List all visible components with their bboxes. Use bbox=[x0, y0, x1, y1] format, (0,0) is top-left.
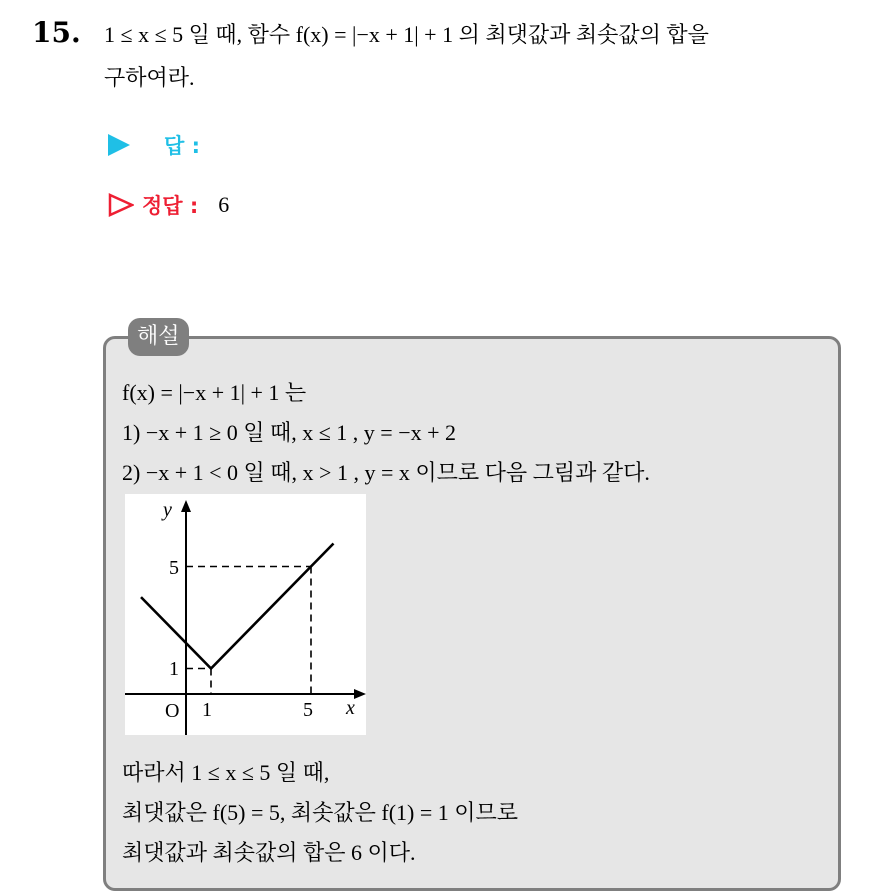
y-tick-label-1: 1 bbox=[169, 658, 179, 680]
question-text-line-2: 구하여라. bbox=[104, 65, 195, 90]
y-tick-label-5: 5 bbox=[169, 557, 179, 579]
answer-row bbox=[108, 130, 200, 160]
solution-line-4: 따라서 1 ≤ x ≤ 5 일 때, bbox=[122, 760, 330, 785]
question-number: 15. bbox=[32, 16, 81, 49]
x-axis-arrow-icon bbox=[354, 689, 366, 699]
correct-answer-label: 정답 : bbox=[142, 194, 199, 218]
y-axis-arrow-icon bbox=[181, 500, 191, 512]
origin-label: O bbox=[165, 700, 180, 722]
x-tick-label-1: 1 bbox=[202, 699, 212, 721]
filled-triangle-icon bbox=[108, 134, 130, 156]
x-axis-label: x bbox=[346, 697, 355, 719]
answer-label: 답 : bbox=[164, 134, 200, 158]
solution-line-2: 1) −x + 1 ≥ 0 일 때, x ≤ 1 , y = −x + 2 bbox=[122, 420, 457, 445]
correct-answer-value: 6 bbox=[218, 192, 230, 217]
x-tick-label-5: 5 bbox=[303, 699, 313, 721]
question-text-line-1: 1 ≤ x ≤ 5 일 때, 함수 f(x) = |−x + 1| + 1 의 최댓값과 최솟값의 합을 bbox=[104, 22, 709, 47]
correct-answer-row bbox=[108, 190, 229, 220]
solution-line-6: 최댓값과 최솟값의 합은 6 이다. bbox=[122, 840, 416, 865]
outline-triangle-icon bbox=[108, 193, 134, 217]
solution-line-1: f(x) = |−x + 1| + 1 는 bbox=[122, 380, 307, 405]
function-graph bbox=[125, 494, 366, 735]
solution-tag: 해설 bbox=[128, 318, 189, 356]
solution-line-3: 2) −x + 1 < 0 일 때, x > 1 , y = x 이므로 다음 그림과 같다. bbox=[122, 460, 650, 485]
y-axis-label: y bbox=[163, 499, 172, 521]
solution-line-5: 최댓값은 f(5) = 5, 최솟값은 f(1) = 1 이므로 bbox=[122, 800, 519, 825]
